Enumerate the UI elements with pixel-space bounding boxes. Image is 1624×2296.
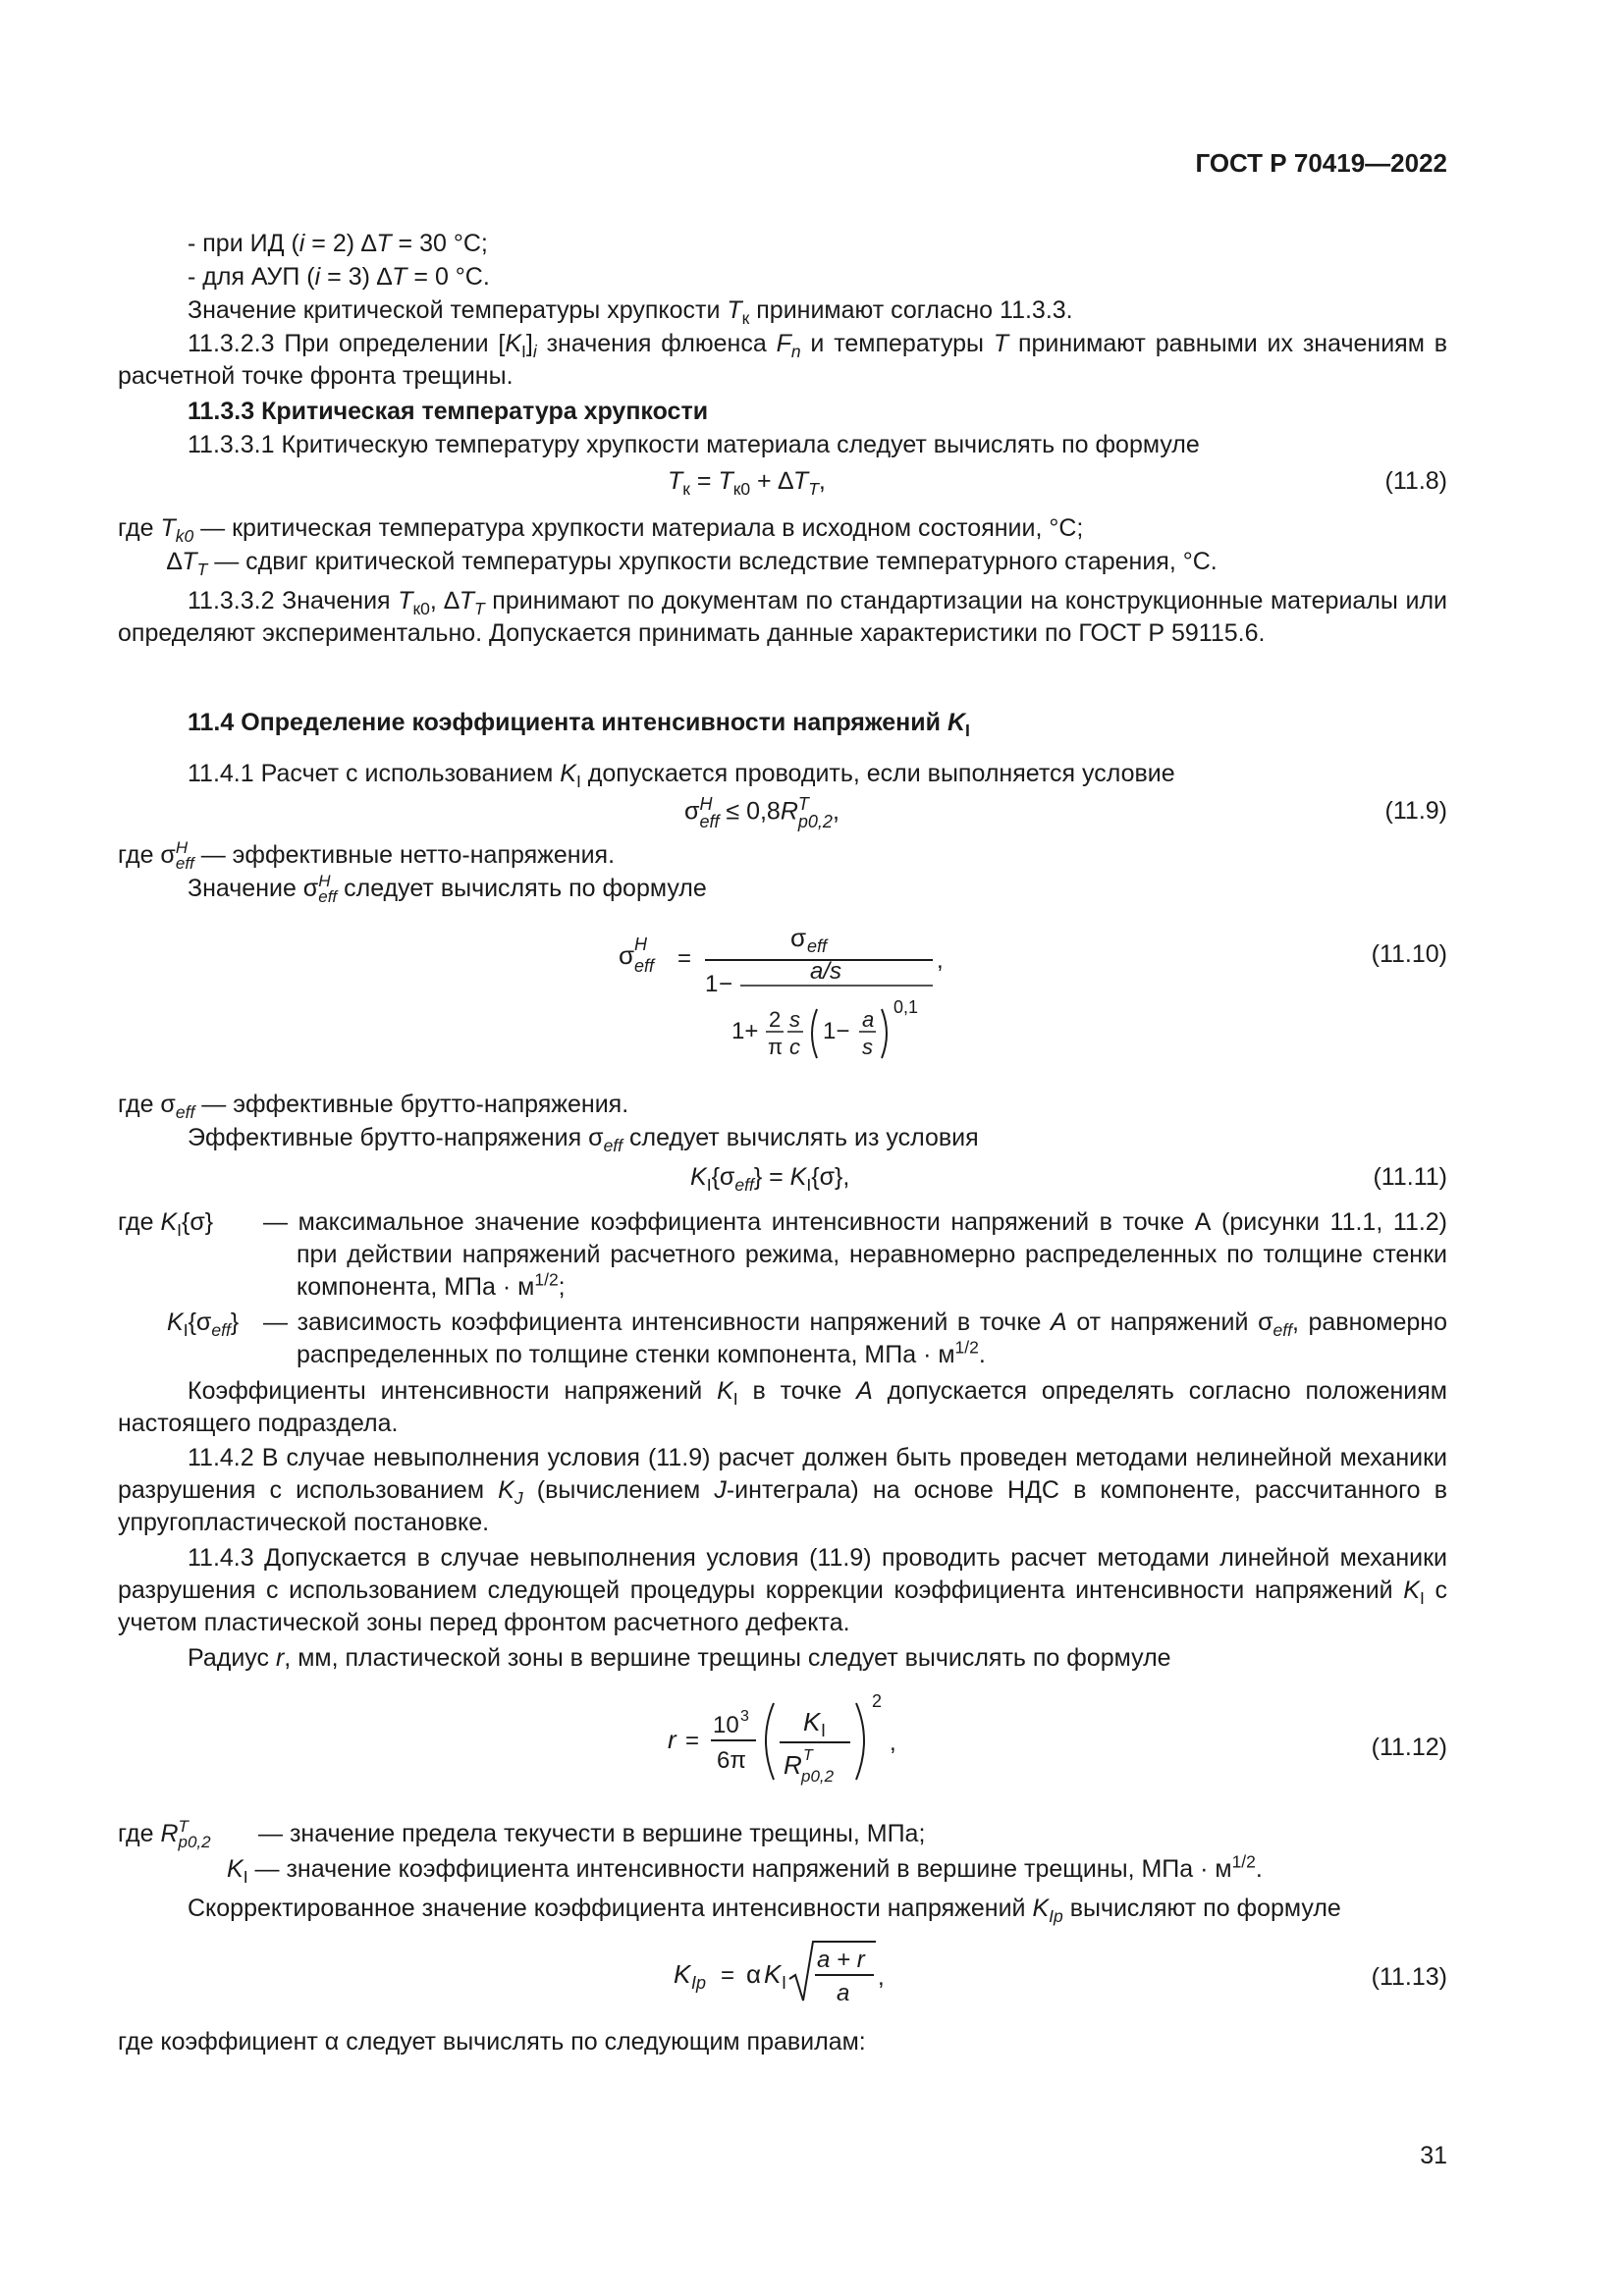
- f13-den: a: [837, 1980, 850, 2006]
- equation-number-11-13: (11.13): [1371, 1963, 1447, 1991]
- f13-num: a + r: [817, 1947, 865, 1973]
- where-r-p02-label: где R T p0,2: [118, 1817, 211, 1852]
- f10-num-sigma: σ: [790, 923, 807, 952]
- where-sigma-h-eff: где σ H eff — эффективные нетто-напряжения.: [118, 838, 616, 874]
- f10-minus: −: [719, 971, 733, 997]
- formula-11-9: σ H eff ≤ 0,8R T p0,2 ,: [684, 794, 839, 831]
- formula-11-10: [609, 923, 962, 1080]
- paragraph-radius-r: Радиус r, мм, пластической зоны в вершине трещины следует вычислять по формуле: [188, 1644, 1171, 1672]
- equation-number-11-10: (11.10): [1371, 940, 1447, 968]
- f10-pi: π: [768, 1035, 784, 1059]
- document-header: ГОСТ Р 70419—2022: [1195, 148, 1447, 178]
- paragraph-tk-value: Значение критической температуры хрупкости $T_к$ принимают согласно 11.3.3.: [188, 296, 1073, 328]
- f10-comma: ,: [937, 947, 944, 974]
- equation-number-11-11: (11.11): [1373, 1163, 1447, 1191]
- where-delta-tt: $\Delta T_T$ — сдвиг критической температуры хрупкости вследствие температурного старения, °С.: [167, 548, 1218, 579]
- f13-K2: K: [764, 1959, 782, 1989]
- f10-s: s: [789, 1007, 800, 1032]
- f10-paren-right: [882, 1009, 887, 1058]
- f10-c: c: [789, 1035, 800, 1059]
- equation-number-11-8: (11.8): [1384, 467, 1447, 495]
- equation-number-11-12: (11.12): [1371, 1734, 1447, 1761]
- f10-eq: =: [677, 945, 692, 972]
- f13-alpha: α: [746, 1959, 762, 1989]
- f13-eq: =: [721, 1962, 735, 1989]
- paragraph-11-3-3-1: 11.3.3.1 Критическую температуру хрупкости материала следует вычислять по формуле: [188, 431, 1200, 458]
- where-ki-sigma-text: — максимальное значение коэффициента интенсивности напряжений в точке А (рисунки 11.1, 11.2) при действии напряжений расчетного режима, неравномерно распределенных по толщине стенки компонента, МПа · $м^{1/2}$;: [263, 1208, 1447, 1301]
- where-tk0: где $T_{k0}$ — критическая температура хрупкости материала в исходном состоянии, °С;: [118, 514, 1084, 546]
- paragraph-sigma-h-eff-formula: Значение σ H eff следует вычислять по формуле: [188, 872, 707, 907]
- f12-eq: =: [685, 1728, 700, 1754]
- f12-paren-right: [856, 1703, 864, 1780]
- where-sigma-eff: где $\sigma_{eff}$ — эффективные брутто-напряжения.: [118, 1091, 629, 1122]
- f10-s2: s: [862, 1035, 873, 1059]
- page-number: 31: [1420, 2142, 1447, 2169]
- f10-two: 2: [769, 1007, 782, 1032]
- where-r-p02-text: — значение предела текучести в вершине трещины, МПа;: [258, 1820, 926, 1847]
- f12-comma: ,: [890, 1730, 896, 1756]
- f10-a: a: [862, 1007, 875, 1032]
- equation-number-11-9: (11.9): [1384, 797, 1447, 825]
- paragraph-11-4-1: 11.4.1 Расчет с использованием $K_I$ допускается проводить, если выполняется условие: [188, 760, 1175, 791]
- f10-paren-left: [812, 1009, 817, 1058]
- f12-num: 10: [713, 1712, 739, 1738]
- f12-K: K: [803, 1707, 821, 1736]
- f10-one-plus: 1+: [731, 1018, 759, 1044]
- where-ki-sigma-label: где $K_I\{\sigma\}$: [118, 1208, 214, 1240]
- where-ki-sigma-eff-text: — зависимость коэффициента интенсивности напряжений в точке А от напряжений $\sigma_{eff}$, равномерно распределенных по толщине стенки компонента, МПа · $м^{1/2}$.: [263, 1308, 1448, 1368]
- paragraph-ki-point-a: Коэффициенты интенсивности напряжений $K_I$ в точке А допускается определять согласно положениям настоящего подраздела.: [118, 1377, 1447, 1437]
- paragraph-11-4-3: 11.4.3 Допускается в случае невыполнения условия (11.9) проводить расчет методами линейной механики разрушения с использованием следующей процедуры коррекции коэффициента интенсивности напряжений $K_I$ с учетом пластической зоны перед фронтом расчетного дефекта.: [118, 1544, 1447, 1636]
- paragraph-11-3-3-2: 11.3.3.2 Значения $T_{к0}$, $\Delta T_T$ принимают по документам по стандартизации на конструкционные материалы или определяют экспериментально. Допускается принимать данные характеристики по ГОСТ Р 59115.6.: [118, 587, 1448, 647]
- f10-as: a/s: [810, 958, 842, 985]
- heading-11-4: 11.4 Определение коэффициента интенсивности напряжений $K_I$: [188, 709, 970, 740]
- formula-11-8: $T_к = T_{к0} + \Delta T_T$,: [668, 467, 826, 499]
- formula-11-12: [658, 1683, 913, 1791]
- f12-p: p0,2: [801, 1767, 835, 1786]
- f13-I: I: [782, 1973, 787, 1993]
- f13-Ip: Ip: [691, 1973, 707, 1993]
- f10-H: H: [634, 934, 647, 954]
- f10-num-eff: eff: [807, 936, 828, 956]
- list-item-aup: - для АУП (i = 3) ∆T = 0 °С.: [188, 263, 490, 291]
- list-item-id: - при ИД (i = 2) ∆T = 30 °С;: [188, 230, 488, 257]
- formula-11-11: $K_I\{\sigma_{eff}\} = K_I\{\sigma\}$,: [690, 1163, 850, 1195]
- where-ki-sigma-eff-label: $K_I\{\sigma_{eff}\}$: [167, 1308, 240, 1340]
- heading-11-3-3: 11.3.3 Критическая температура хрупкости: [188, 398, 709, 425]
- f10-sigma: σ: [619, 940, 635, 970]
- f12-R: R: [784, 1750, 802, 1780]
- paragraph-11-4-2: 11.4.2 В случае невыполнения условия (11.9) расчет должен быть проведен методами нелинейной механики разрушения с использованием $K_J$ (вычислением J-интеграла) на основе НДС в компоненте, рассчитанного в упругопластической постановке.: [118, 1444, 1448, 1536]
- formula-11-13: [668, 1936, 913, 2014]
- f12-r: r: [668, 1725, 677, 1754]
- f12-exp3: 3: [740, 1708, 749, 1725]
- f10-one-minus: 1−: [823, 1018, 850, 1044]
- paragraph-11-3-2-3: 11.3.2.3 При определении $[K_I]_i$ значения флюенса $F_n$ и температуры T принимают равными их значениям в расчетной точке фронта трещины.: [118, 330, 1447, 390]
- f12-den: 6π: [717, 1747, 746, 1774]
- paragraph-alpha-rules: где коэффициент α следует вычислять по следующим правилам:: [118, 2028, 866, 2056]
- f12-sq: 2: [872, 1691, 883, 1711]
- where-ki-text: $K_I$ — значение коэффициента интенсивности напряжений в вершине трещины, МПа · $м^{1/2}$.: [227, 1851, 1263, 1887]
- f12-T: T: [803, 1747, 813, 1764]
- paragraph-gross-stress: Эффективные брутто-напряжения $\sigma_{eff}$ следует вычислять из условия: [188, 1124, 979, 1155]
- f12-paren-left: [766, 1703, 774, 1780]
- f13-comma: ,: [878, 1964, 885, 1991]
- f13-K: K: [674, 1959, 691, 1989]
- paragraph-kip: Скорректированное значение коэффициента интенсивности напряжений $K_{Ip}$ вычисляют по формуле: [188, 1895, 1341, 1926]
- f10-eff: eff: [634, 956, 655, 976]
- f10-exp: 0,1: [893, 997, 919, 1017]
- f12-I: I: [821, 1721, 827, 1740]
- f10-one: 1: [705, 971, 719, 997]
